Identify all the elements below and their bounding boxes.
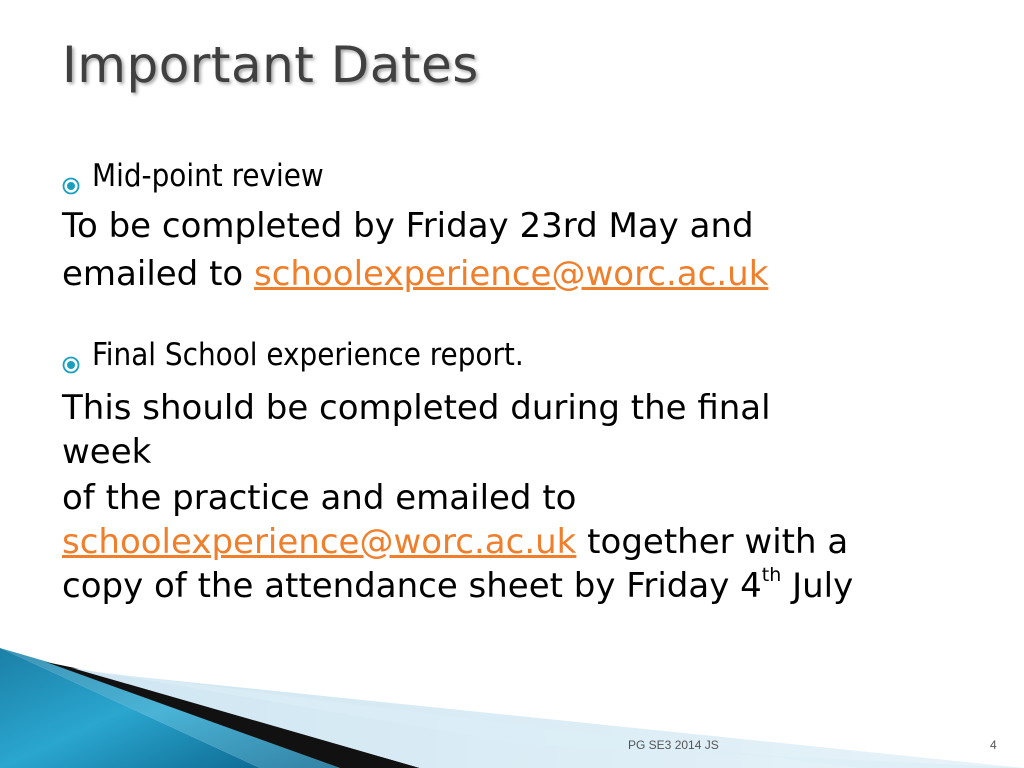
- attendance-text: copy of the attendance sheet by Friday 4: [62, 566, 762, 606]
- final-report-text-line1: This should be completed during the final: [62, 388, 771, 428]
- bullet-heading: Final School experience report.: [92, 337, 524, 373]
- bullet-heading: Mid-point review: [92, 158, 324, 194]
- date-suffix: th: [761, 563, 782, 586]
- together-with-text: together with a: [576, 522, 849, 562]
- email-link[interactable]: schoolexperience@worc.ac.uk: [62, 522, 577, 562]
- mid-point-text-line1: To be completed by Friday 23rd May and: [62, 206, 754, 246]
- final-report-text-line3: of the practice and emailed to: [62, 478, 577, 518]
- emailed-to-label: emailed to: [62, 254, 255, 294]
- month-text: July: [781, 566, 854, 606]
- page-number: 4: [990, 738, 997, 752]
- slide-title: Important Dates: [62, 36, 479, 94]
- footer-label: PG SE3 2014 JS: [628, 738, 719, 752]
- email-link[interactable]: schoolexperience@worc.ac.uk: [254, 254, 769, 294]
- final-report-text-line2: week: [62, 432, 152, 472]
